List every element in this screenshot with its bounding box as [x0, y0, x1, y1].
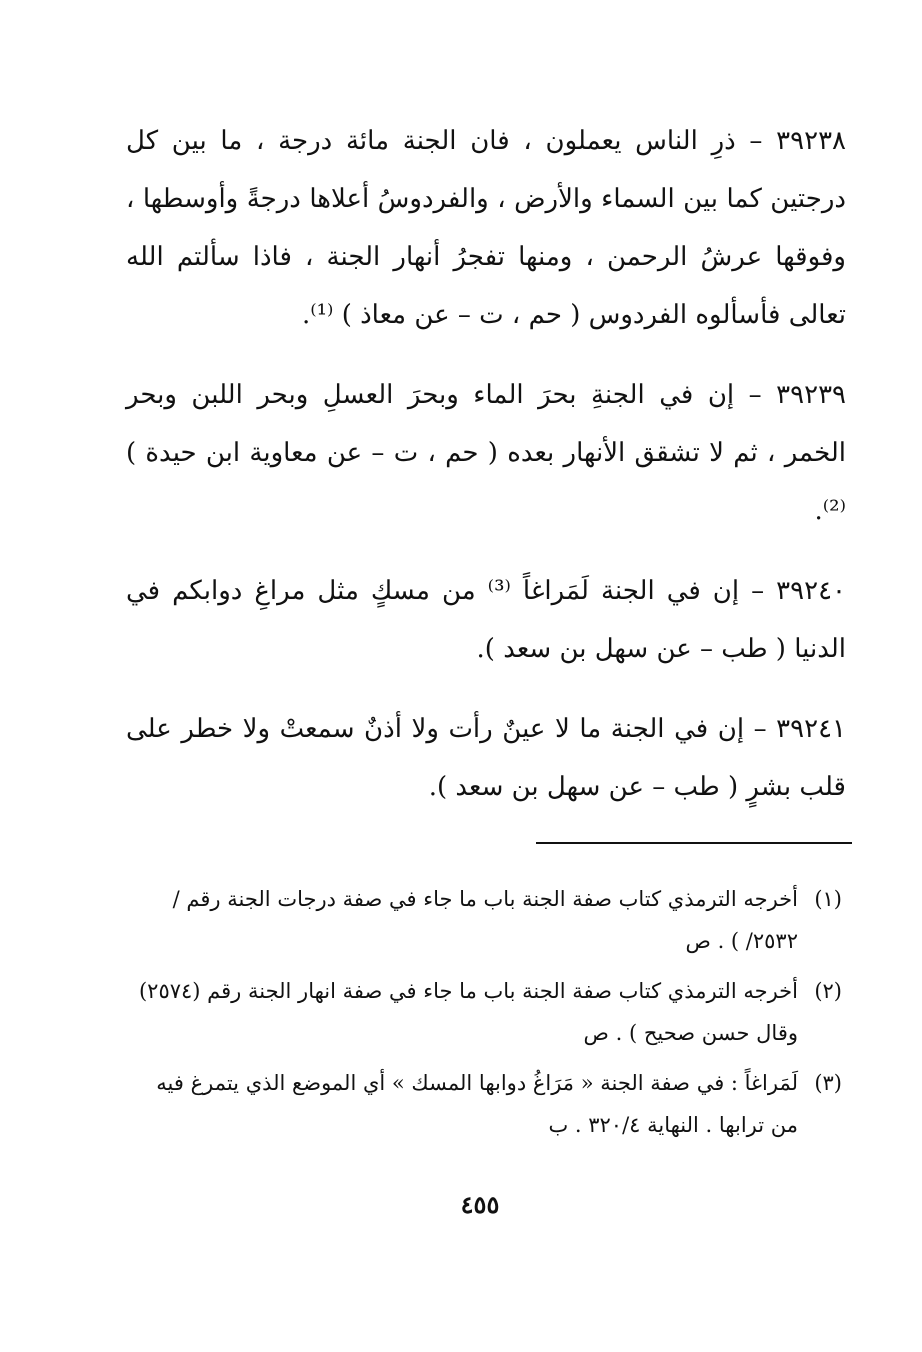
footnote — [130, 970, 842, 1054]
footnote-number: (٢) — [814, 979, 842, 1003]
footnotes — [130, 878, 842, 1154]
hadith-entry — [126, 700, 846, 816]
footnote — [130, 1062, 842, 1146]
footnote — [130, 878, 842, 962]
hadith-entries — [126, 112, 846, 828]
hadith-text: – إن في الجنة ما لا عينٌ رأت ولا أذنٌ سمعتْ ولا خطر على قلب بشرٍ ( طب – عن سهل بن سعد ). — [126, 714, 846, 802]
footnote-number: (٣) — [814, 1071, 842, 1095]
footnote-text: أخرجه الترمذي كتاب صفة الجنة باب ما جاء في صفة انهار الجنة رقم (٢٥٧٤) وقال حسن صحيح ) . ص — [138, 979, 798, 1045]
hadith-text: – ذرِ الناس يعملون ، فان الجنة مائة درجة ، ما بين كل درجتين كما بين السماء والأرض ، والفردوسُ أعلاها درجةً وأوسطها ، وفوقها عرشُ الرحمن ، ومنها تفجرُ أنهار الجنة ، فاذا سألتم الله تعالى فأسألوه الفردوس ( حم ، ت – عن معاذ ) ⁽¹⁾. — [126, 126, 846, 330]
page-number: ٤٥٥ — [460, 1190, 500, 1219]
footnote-number: (١) — [814, 887, 842, 911]
hadith-text: – إن في الجنة لَمَراغاً ⁽³⁾ من مسكٍ مثل مراغِ دوابكم في الدنيا ( طب – عن سهل بن سعد ). — [126, 576, 846, 664]
hadith-number: ٣٩٢٣٨ — [776, 126, 846, 156]
hadith-number: ٣٩٢٤٠ — [776, 576, 846, 606]
hadith-entry — [126, 366, 846, 540]
hadith-number: ٣٩٢٤١ — [776, 714, 846, 744]
hadith-number: ٣٩٢٣٩ — [776, 380, 846, 410]
footnote-text: لَمَراغاً : في صفة الجنة « مَرَاغُ دوابها المسك » أي الموضع الذي يتمرغ فيه من ترابها . النهاية ٣٢٠/٤ . ب — [156, 1071, 798, 1137]
footnote-divider — [536, 842, 852, 844]
footnote-text: أخرجه الترمذي كتاب صفة الجنة باب ما جاء في صفة درجات الجنة رقم /٢٥٣٢/ ) . ص — [172, 887, 798, 953]
hadith-entry — [126, 112, 846, 344]
hadith-text: – إن في الجنةِ بحرَ الماء وبحرَ العسلِ وبحر اللبن وبحر الخمر ، ثم لا تشقق الأنهار بعده ( حم ، ت – عن معاوية ابن حيدة ) ⁽²⁾. — [126, 380, 846, 526]
hadith-entry — [126, 562, 846, 678]
